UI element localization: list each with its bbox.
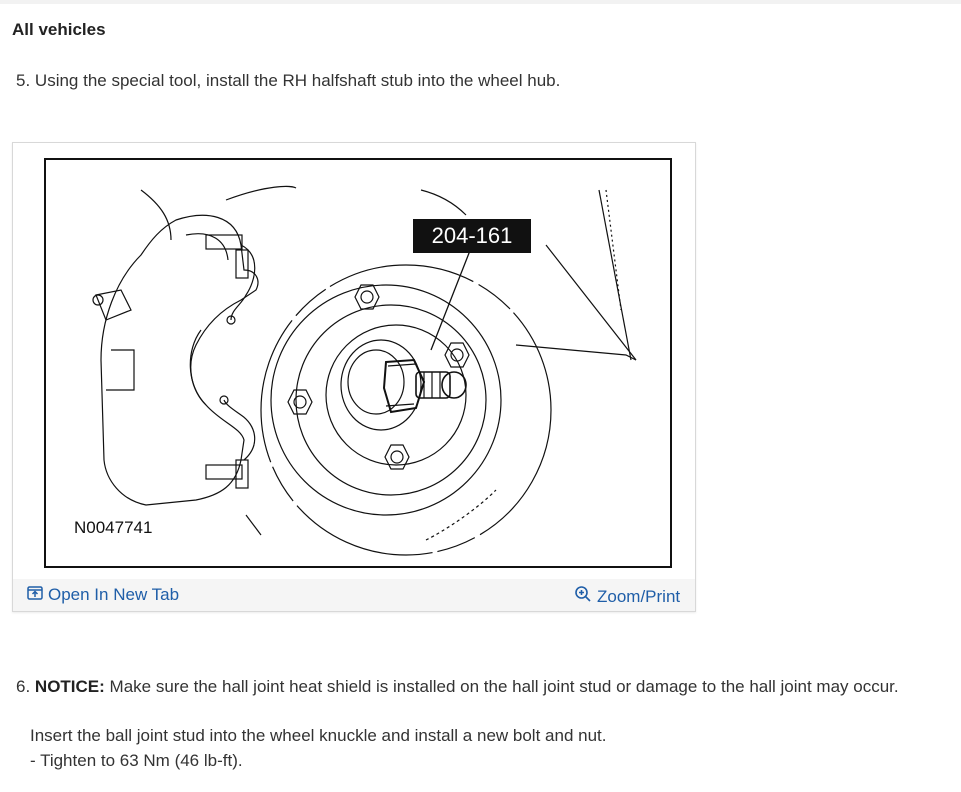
zoom-icon (574, 585, 597, 608)
zoom-print-link[interactable] (574, 585, 680, 608)
zoom-print-label: Zoom/Print (597, 586, 681, 606)
notice-text: Make sure the hall joint heat shield is installed on the hall joint stud or damage to the hall joint may occur. (109, 677, 899, 696)
step-number: 5. (16, 71, 31, 90)
tool-number-label: 204-161 (413, 219, 531, 253)
step-number: 6. (16, 677, 31, 696)
figure-container (12, 142, 696, 612)
step-6-instruction: Insert the ball joint stud into the wheel knuckle and install a new bolt and nut. (30, 726, 607, 745)
step-5 (16, 71, 560, 91)
open-new-tab-label: Open In New Tab (48, 585, 180, 604)
halfshaft-illustration (44, 158, 672, 568)
step-6 (16, 677, 899, 697)
top-divider (0, 0, 961, 4)
notice-label: NOTICE: (34, 677, 105, 696)
torque-bullet: - Tighten to 63 Nm (46 lb-ft). (30, 751, 243, 770)
open-new-tab-link[interactable] (27, 585, 179, 605)
section-title: All vehicles (12, 20, 106, 39)
figure-toolbar (13, 579, 695, 611)
figure-id: N0047741 (74, 518, 153, 537)
step-text: Using the special tool, install the RH halfshaft stub into the wheel hub. (34, 71, 561, 90)
open-new-tab-icon (27, 585, 48, 605)
